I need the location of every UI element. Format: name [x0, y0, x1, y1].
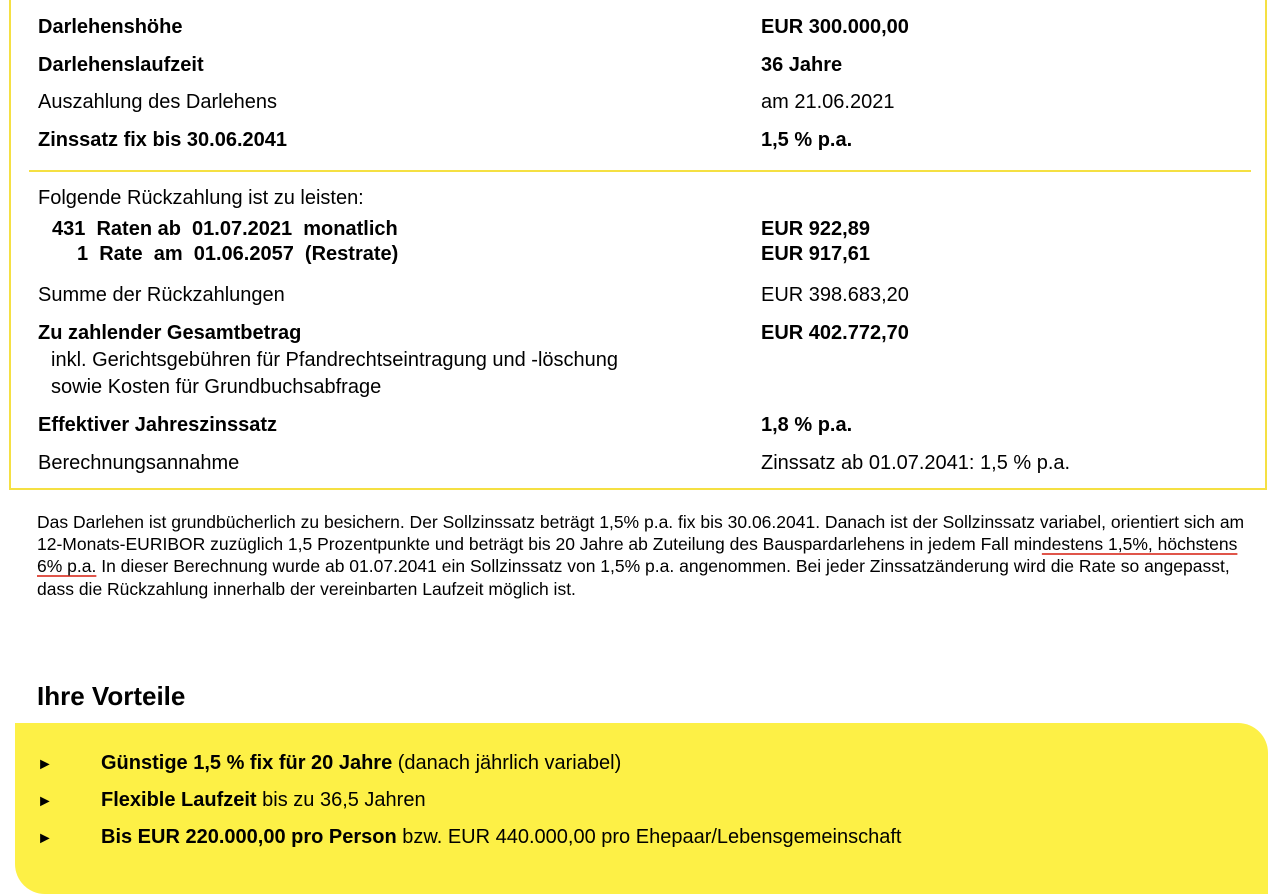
effective-rate-label: Effektiver Jahreszinssatz [38, 414, 278, 436]
conditions-paragraph [37, 511, 1252, 600]
total-note-line-2: sowie Kosten für Grundbuchsabfrage [51, 376, 382, 398]
advantage-bold: Flexible Laufzeit [101, 789, 257, 811]
payout-label: Auszahlung des Darlehens [38, 91, 278, 113]
assumption-value: Zinssatz ab 01.07.2041: 1,5 % p.a. [761, 452, 1071, 474]
loan-summary-box [9, 0, 1267, 490]
paragraph-text-2: In dieser Berechnung wurde ab 01.07.2041 ein Sollzinssatz von 1,5% p.a. angenommen. Bei jeder Zinssatzänderung wird die Rate so angepasst, dass die Rückzahlung innerhalb der vereinbarten Laufzeit möglich ist. [37, 556, 1230, 599]
advantage-rest: (danach jährlich variabel) [392, 752, 622, 774]
installments-line: 431 Raten ab 01.07.2021 monatlich [52, 218, 398, 240]
final-installment-value: EUR 917,61 [761, 243, 870, 265]
arrow-icon: ► [37, 793, 53, 810]
total-note-line-1: inkl. Gerichtsgebühren für Pfandrechtseintragung und -löschung [51, 349, 619, 371]
arrow-icon: ► [37, 830, 53, 847]
underlined-rate-range: destens 1,5%, höchstens 6% p.a. [37, 534, 1238, 577]
advantages-panel [15, 723, 1268, 894]
advantages-heading: Ihre Vorteile [37, 681, 186, 711]
advantage-rest: bis zu 36,5 Jahren [256, 789, 426, 811]
advantage-rest: bzw. EUR 440.000,00 pro Ehepaar/Lebensgemeinschaft [396, 826, 902, 848]
total-amount-label: Zu zahlender Gesamtbetrag [38, 322, 302, 344]
advantage-bold: Günstige 1,5 % fix für 20 Jahre [101, 752, 393, 774]
repayment-intro: Folgende Rückzahlung ist zu leisten: [38, 187, 364, 209]
final-installment-line: 1 Rate am 01.06.2057 (Restrate) [77, 243, 399, 265]
loan-amount-value: EUR 300.000,00 [761, 16, 909, 38]
total-amount-value: EUR 402.772,70 [761, 322, 909, 344]
arrow-icon: ► [37, 756, 53, 773]
fixed-rate-label: Zinssatz fix bis 30.06.2041 [38, 129, 288, 151]
fixed-rate-value: 1,5 % p.a. [761, 129, 853, 151]
repayment-sum-value: EUR 398.683,20 [761, 284, 909, 306]
advantage-bold: Bis EUR 220.000,00 pro Person [101, 826, 397, 848]
advantage-item [37, 751, 622, 777]
loan-term-label: Darlehenslaufzeit [38, 54, 204, 76]
advantage-item [37, 825, 902, 851]
effective-rate-value: 1,8 % p.a. [761, 414, 853, 436]
loan-amount-label: Darlehenshöhe [38, 16, 183, 38]
section-divider [29, 170, 1251, 172]
advantage-item [37, 788, 426, 814]
installments-value: EUR 922,89 [761, 218, 870, 240]
payout-value: am 21.06.2021 [761, 91, 895, 113]
loan-term-value: 36 Jahre [761, 54, 843, 76]
paragraph-text-1: Das Darlehen ist grundbücherlich zu besichern. Der Sollzinssatz beträgt 1,5% p.a. fix bis 30.06.2041. Danach ist der Sollzinssatz variabel, orientiert sich am 12-Monats-EURIBOR zuzüglich 1,5 Prozentpunkte und beträgt bis 20 Jahre ab Zuteilung des Bauspardarlehens in jedem Fall min [37, 512, 1245, 555]
repayment-sum-label: Summe der Rückzahlungen [38, 284, 285, 306]
assumption-label: Berechnungsannahme [38, 452, 240, 474]
